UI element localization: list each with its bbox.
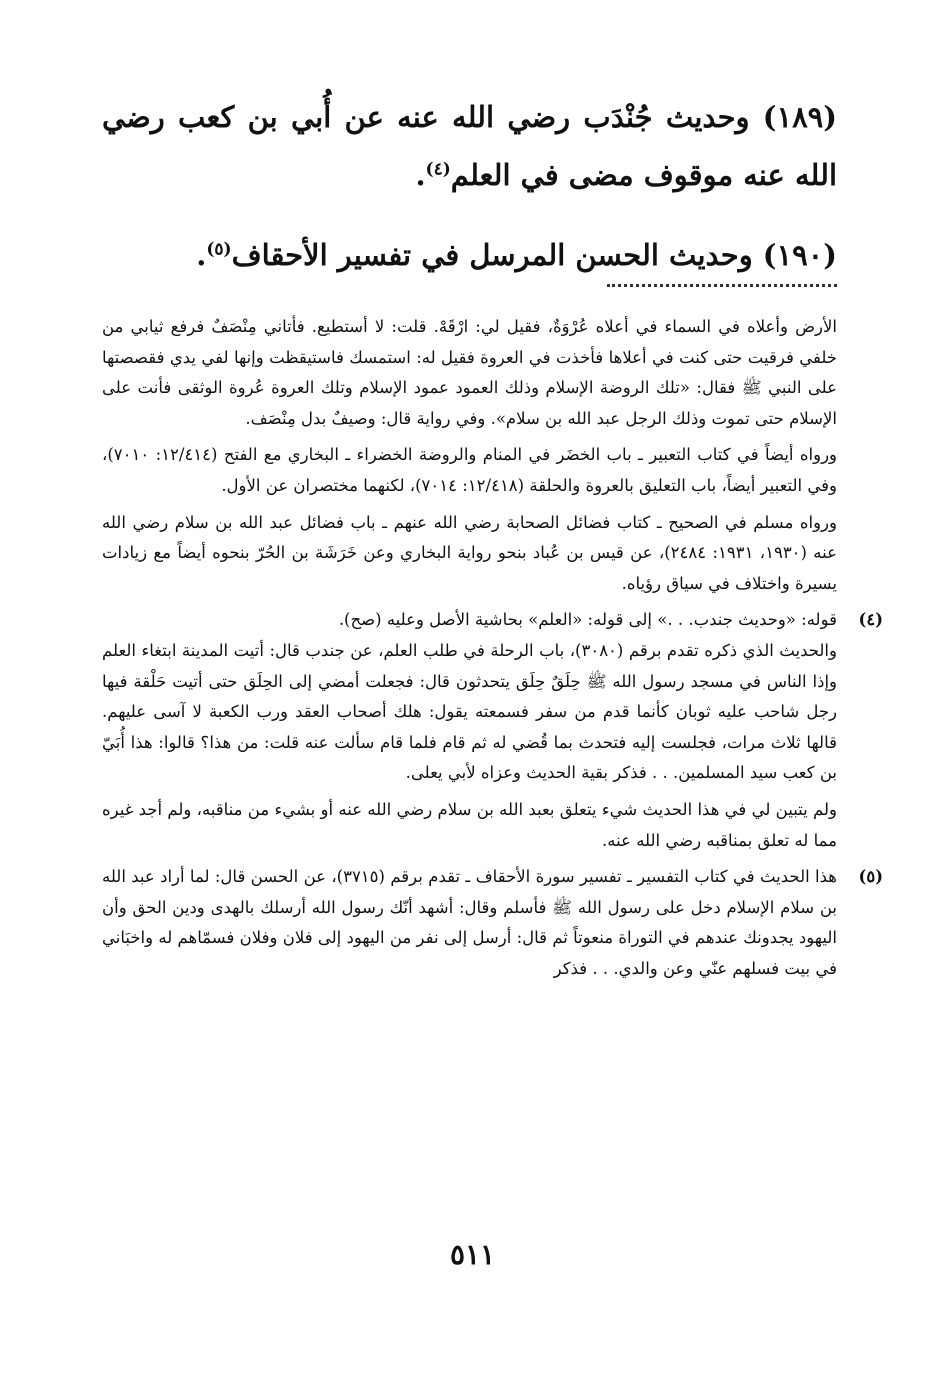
hadith-190-text: (١٩٠) وحديث الحسن المرسل في تفسير الأحقاف bbox=[231, 238, 837, 272]
footnotes bbox=[102, 312, 883, 984]
end-punct: . bbox=[196, 238, 207, 272]
hadith-190 bbox=[102, 226, 837, 284]
footnote-5-number: (٥) bbox=[858, 867, 883, 887]
hadith-189 bbox=[102, 88, 837, 204]
footnote-4-para-2: والحديث الذي ذكره تقدم برقم (٣٠٨٠)، باب الرحلة في طلب العلم، عن جندب قال: أتيت المدينة ابتغاء العلم وإذا الناس في مسجد رسول الله ﷺ حِلَقٌ حِلَق يتحدثون قال: فجعلت أمضي إلى الحِلَق حتى أتيت حَلْقة فيها رجل شاحب عليه ثوبان كأنما قدم من سفر فسمعته يقول: هلك أصحاب العقد ورب الكعبة لا آسى عليهم. قالها ثلاث مرات، فجلست إليه فتحدث بما قُضي له ثم قام فلما قام سألت عنه قلت: من هذا؟ قالوا: هذا أُبَيّ بن كعب سيد المسلمين. . . فذكر بقية الحديث وعزاه لأبي يعلى. bbox=[102, 640, 837, 783]
footnote-continuation-3: ورواه مسلم في الصحيح ـ كتاب فضائل الصحابة رضي الله عنهم ـ باب فضائل عبد الله بن سلام رضي الله عنه (١٩٣٠، ١٩٣١: ٢٤٨٤)، عن قيس بن عُباد بنحو رواية البخاري وعن خَرَشَة بن الحُرّ بنحوه أيضاً مع زيادات يسيرة واختلاف في سياق رؤياه. bbox=[102, 512, 837, 593]
footnote-5 bbox=[102, 862, 883, 984]
footnote-ref-4[interactable]: (٤) bbox=[425, 159, 451, 180]
footnote-4-number: (٤) bbox=[858, 610, 883, 630]
hadith-189-text: (١٨٩) وحديث جُنْدَب رضي الله عنه عن أُبي بن كعب رضي الله عنه موقوف مضى في العلم bbox=[102, 100, 837, 192]
footnote-4 bbox=[102, 605, 883, 856]
footnote-4-para-1: قوله: «وحديث جندب. . .» إلى قوله: «العلم» بحاشية الأصل وعليه (صح). bbox=[338, 610, 837, 630]
footnote-ref-5[interactable]: (٥) bbox=[206, 239, 232, 260]
footnote-4-para-3: ولم يتبين لي في هذا الحديث شيء يتعلق بعبد الله بن سلام رضي الله عنه أو بشيء من مناقبه، ولم أجد غيره مما له تعلق بمناقبه رضي الله عنه. bbox=[102, 799, 837, 850]
footnote-continuation-2: ورواه أيضاً في كتاب التعبير ـ باب الخضَر في المنام والروضة الخضراء ـ البخاري مع الفتح (١٢/٤١٤: ٧٠١٠)، وفي التعبير أيضاً، باب التعليق بالعروة والحلقة (١٢/٤١٨: ٧٠١٤)، لكنهما مختصران عن الأول. bbox=[102, 445, 838, 495]
end-punct: . bbox=[415, 158, 426, 192]
page-number: ٥١١ bbox=[449, 1238, 496, 1271]
footnote-5-para-1: هذا الحديث في كتاب التفسير ـ تفسير سورة الأحقاف ـ تقدم برقم (٣٧١٥)، عن الحسن قال: لما أراد عبد الله بن سلام الإسلام دخل على رسول الله ﷺ فأسلم وقال: أشهد أنّك رسول الله أرسلك بالهدى ودين الحق وأن اليهود يجدونك عندهم في التوراة منعوتاً ثم قال: أرسل إلى نفر من اليهود إلى فلان وفلان فسمّاهم له واخبَاني في بيت فسلهم عنّي وعن والدي. . . فذكر bbox=[102, 867, 837, 978]
footnote-continuation-1: الأرض وأعلاه في السماء في أعلاه عُرْوَةٌ، فقيل لي: ارْقَهْ. قلت: لا أستطيع. فأتاني مِنْصَفٌ فرفع ثيابي من خلفي فرقيت حتى كنت في أعلاها فأخذت في العروة فقيل له: استمسك فاستيقظت وإنها لفي يدي فقصصتها على النبي ﷺ فقال: «تلك الروضة الإسلام وذلك العمود عمود الإسلام وتلك العروة عُروة الوثقى فأنت على الإسلام حتى تموت وذلك الرجل عبد الله بن سلام». وفي رواية قال: وصيفٌ بدل مِنْصَف. bbox=[102, 317, 837, 428]
footnote-divider bbox=[607, 284, 837, 287]
main-text bbox=[102, 88, 837, 284]
